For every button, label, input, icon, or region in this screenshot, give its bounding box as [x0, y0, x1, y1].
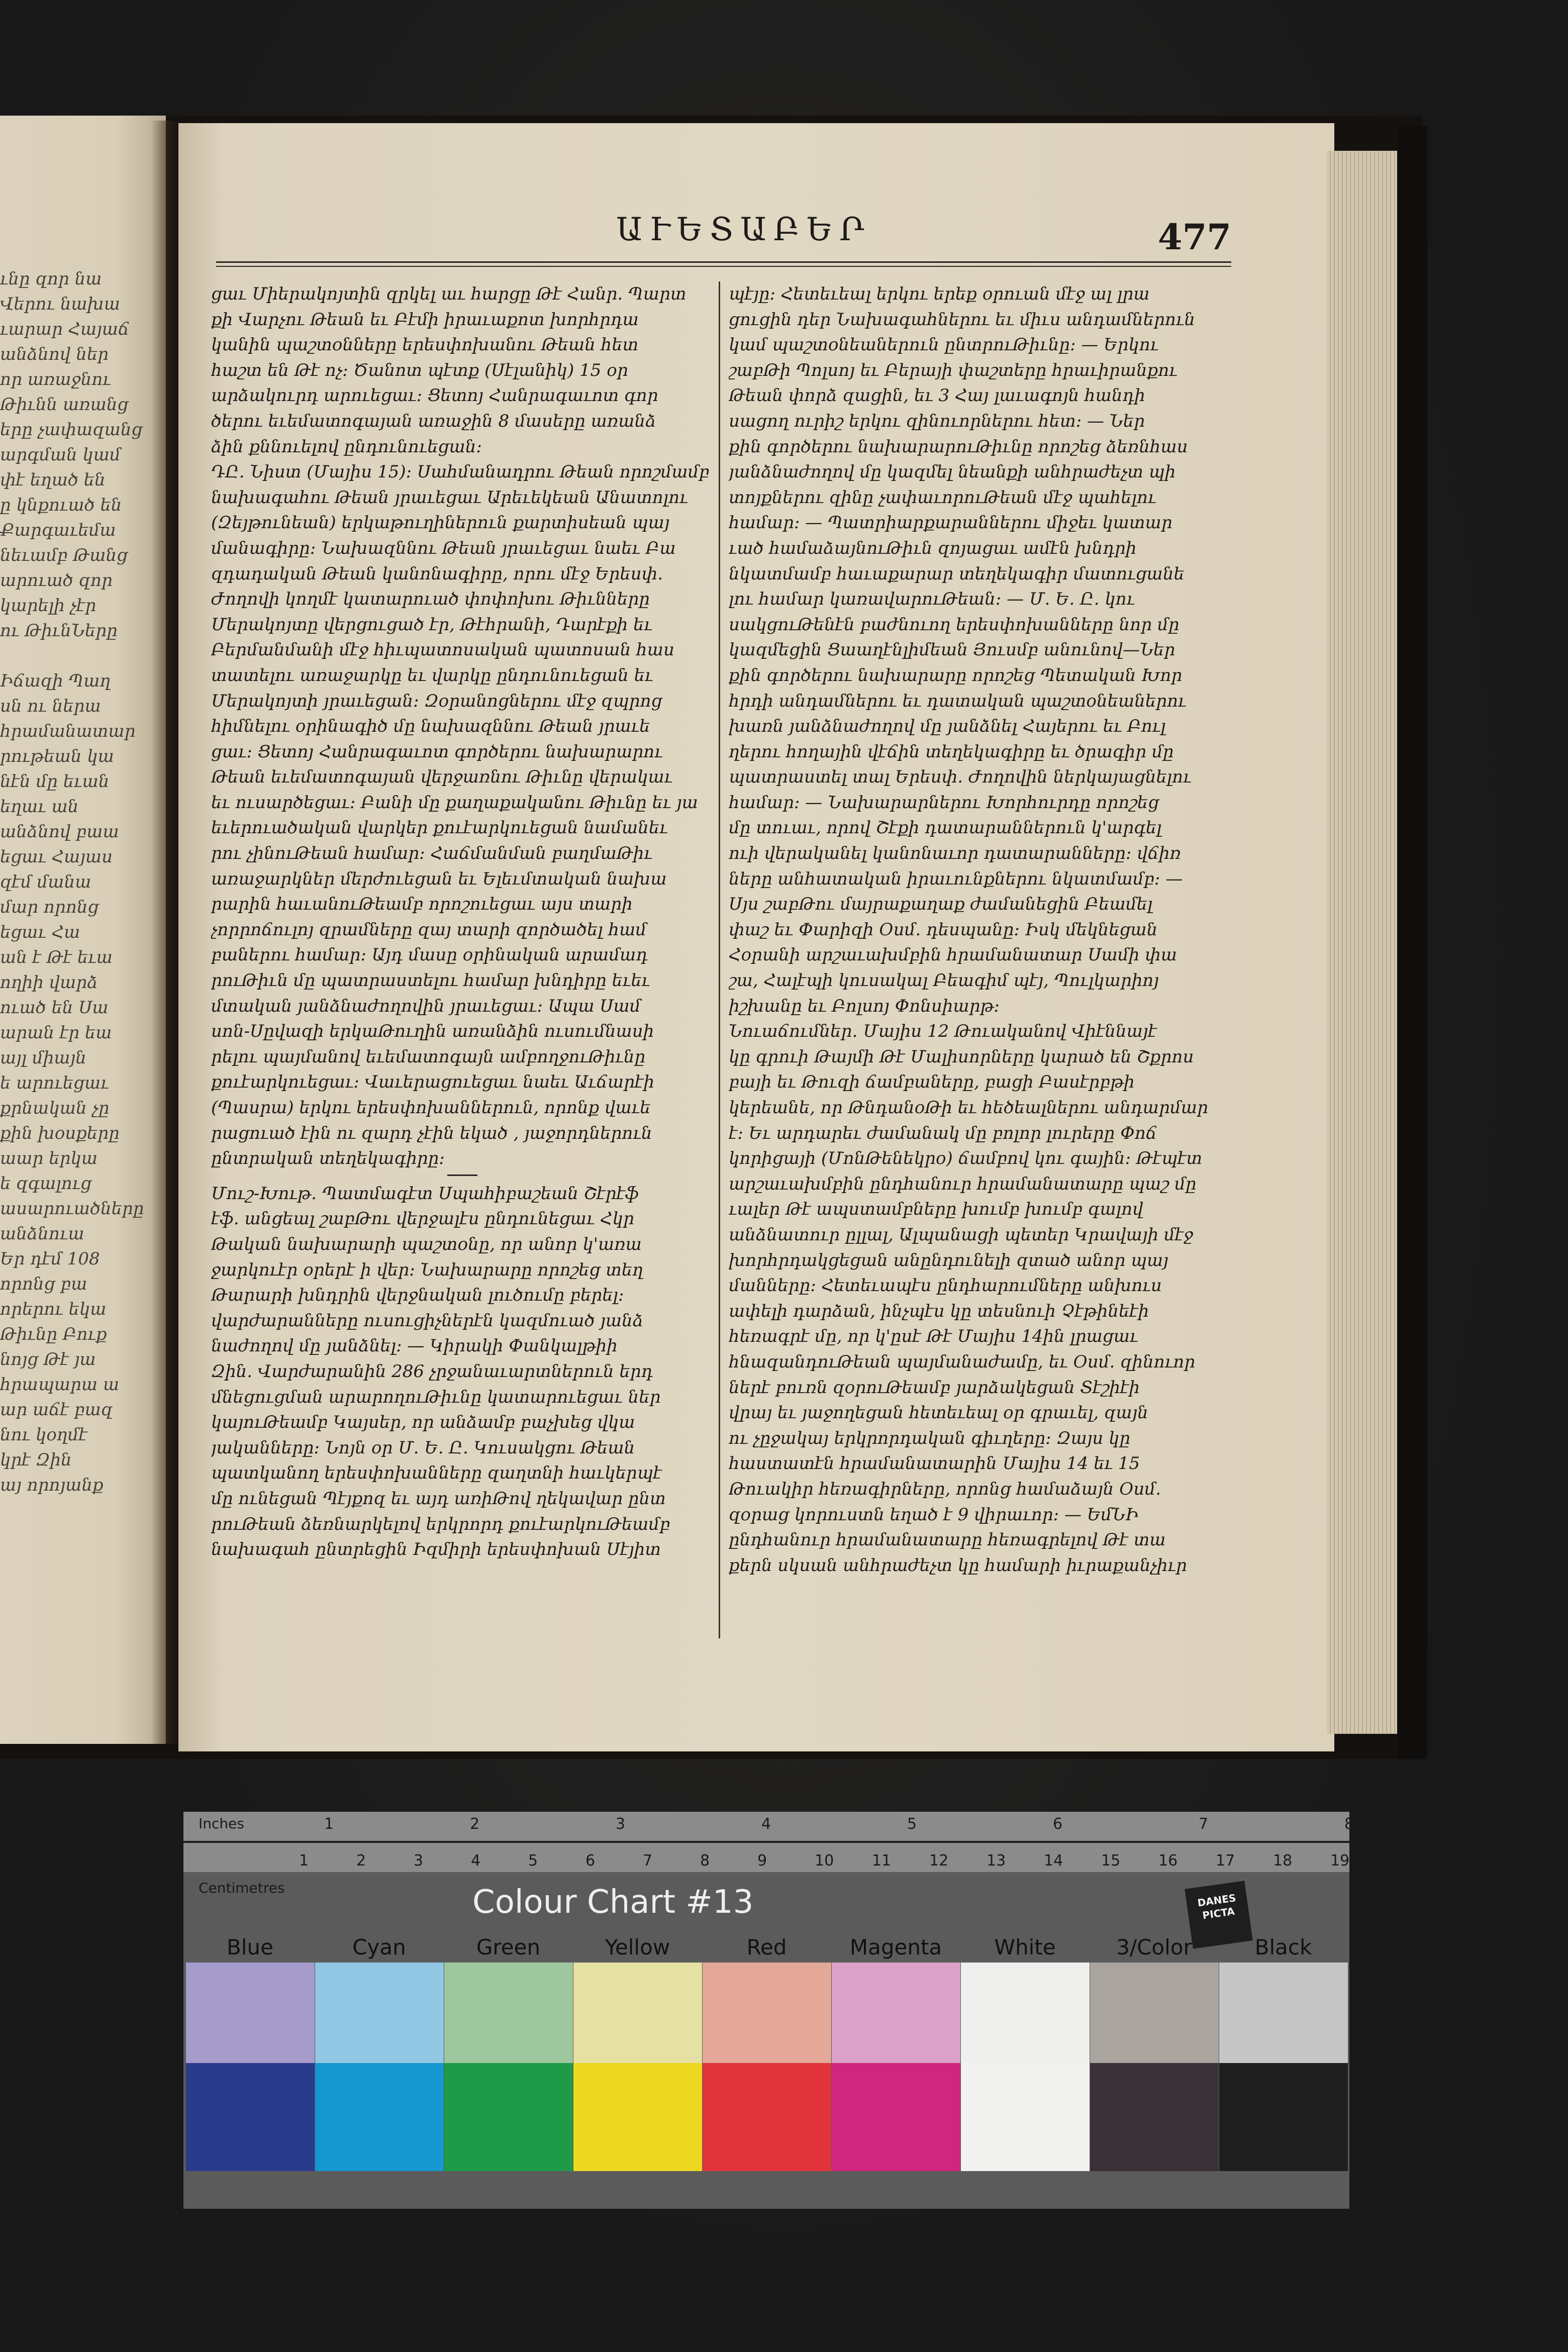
cm-tick-label: 8 [700, 1852, 710, 1870]
swatch-dark-black [1219, 2063, 1348, 2171]
cm-tick-label: 1 [299, 1852, 309, 1870]
cm-tick-label: 19 [1330, 1852, 1350, 1870]
swatch-dark-cyan [315, 2063, 444, 2171]
ruler-inches-label: Inches [199, 1815, 244, 1832]
swatch-label: Magenta [849, 1935, 942, 1959]
text-column-left [211, 281, 714, 1638]
left-page-text-fragment: ւնը զոր նա Վերու նախա ւարար Հայաճ անձնով ներ որ առաջնու Թիւնն առանց երը չափազանց արգման կամ փէ եղած են ը կնքուած են Քարգաւեմա նեւամբ Թանց արուած զոր կարելի չէր ու ԹիւնՆերը Իճազի Պաղ սն ու ներա հրամանատար րութեան կա նէն մը եւան եղաւ ան անձնով բաա եցաւ Հայաս զէմ մանա մար որոնց եցաւ Հա ան է Թէ եւա ողիի վարձ ուած են Սա արան էր եա այլ միայն ե արուեցաւ քրնական չը քին խօսքերը աար երկա ե զգալուց ասարուածները անձնուա Եր դէմ 108 որոնց բա որերու եկա Թիւնը Բուք նոյց Թէ յա հրապարա ա ար աճէ բազ նու կօղմէ կրէ Զին այ որոյանք [0, 269, 144, 1495]
cm-tick-label: 7 [643, 1852, 653, 1870]
ruler-line [183, 1841, 1349, 1843]
paragraph: պէյը։ Հետեւեալ երկու երեք օրուան մէջ ալ լրա ցուցին դեր Նախագահներու եւ միւս անդամներուն կամ պաշտօնեաներուն ընտրուԹիւնը։ — Երկու շաբԹի Պոլսոյ եւ Բերայի փաշտերը հրաւիրանքու Թեան փորձ զացին, եւ 3 Հայ լաւագոյն հանդի սացող ուրիշ երկու զինուորներու հետ։ — Ներ քին գործերու նախարարուԹիւնը որոշեց ձեռնհաս յանձնաժողով մը կազմել նեանքի անհրաժեչտ պի տոյքներու զինը չափաւորուԹեան մէջ պահելու համար։ — Պատրիարքարաններու միջեւ կատար ւած համաձայնուԹիւն զոյացաւ ամէն խնդրի նկատմամբ հաւաքարար տեղեկագիր մատուցանե լու համար կառավարուԹեան։ — Մ. Ե. Ը. կու սակցուԹենէն բաժնուող երեսփոխանները նոր մը կազմեցին Ցաաղէնլիմեան Յուսմբ անունով—Ներ քին գործերու նախարարը որոշեց Պետական Խոր հրդի անդամներու եւ դատական պաշտօնեաներու խառն յանձնաժողով մը յանձնել Հայերու եւ Բուլ ղերու հողային վէճին տեղեկագիրը եւ ծրագիր մը պատրաստել տալ Երեսփ. Ժողովին ներկայացնելու համար։ — Նախարարներու Խորհուրդը որոշեց մը տուաւ, որով Շէքի դատարաններուն կ'արգել ուի վերականել կանոնաւոր դատարանները։ վճիռ ները անհատական իրաւունքներու նկատմամբ։ — Սյս շաբԹու մայրաքաղաք ժամանեցին Բեամել փաշ եւ Փարիզի Օսմ. դեսպանը։ Իսկ մեկնեցան Հօրանի արշաւախմբին հրամանատար Սամի փա շա, Հալէպի կուսակալ Բեագիմ պէյ, Պուլկարիոյ իշխանը եւ Բոլսոյ Փոնսիարթ։ [729, 284, 1196, 1016]
page-edges [1327, 151, 1402, 1734]
cm-tick-label: 11 [872, 1852, 892, 1870]
swatch-light-3-color [1090, 1963, 1219, 2063]
danes-picta-logo: DANES PICTA [1185, 1881, 1253, 1949]
cm-tick-label: 13 [987, 1852, 1006, 1870]
inch-tick-label: 4 [761, 1815, 771, 1833]
swatch-label: 3/Color [1116, 1935, 1192, 1959]
paragraph: Նուաճումներ․ Մայիս 12 Թուականով Վիէննայէ կը գրուի Թայմի Թէ Մալիսորները կարած են Շքրոս բայի եւ Թուզի ճամբաները, բացի Բասէրբթի կերեանե, որ ԹնդանօԹի եւ հեծեալներու անդարմար է։ Եւ արդարեւ ժամանակ մը բոլոր լուրերը Փոճ կորիցայի (ՄոնԹենեկրօ) ճամբով կու գային։ Թէպէտ արշաւախմբին ընդհանուր հրամանատարը պաշ մը ւալեր Թէ ապստամբները խումբ խումբ գալով անձնատուր ըլլալ, Ալպանացի պետեր Կրավայի մէջ խորհրդակցեցան անընդունելի զտած անոր պայ մանները։ Հետեւապէս ընդհարումները անխուս ափելի դարձան, ինչպէս կը տեսնուի Չէթինեէի հեռագրէ մը, որ կ'ըսէ Թէ Մայիս 14ին լրացաւ հնազանդուԹեան պայմանաժամը, եւ Օսմ. զինուոր ներէ բուռն զօրուԹեամբ յարձակեցան Տէշիէի վրայ եւ յաջողեցան հետեւեալ օր գրաւել, զայն ու չըջակայ երկրորդական գիւղերը։ Զայս կը հաստատէն հրամանատարին Մայիս 14 եւ 15 Թուակիր հեռագիրները, որոնց համաձայն Օսմ. զօրաց կորուստն եղած է 9 վիրաւոր։ — ԵմՆԻ ընդհանուր հրամանատարը հեռագրելով Թէ տա քերն սկսան անհրաժեչտ կը համարի իւրաքանչիւր [729, 1021, 1208, 1576]
inch-tick-label: 8 [1344, 1815, 1354, 1833]
inch-tick-label: 7 [1199, 1815, 1209, 1833]
cm-tick-label: 15 [1101, 1852, 1121, 1870]
inch-tick-label: 2 [470, 1815, 480, 1833]
cm-tick-label: 18 [1273, 1852, 1293, 1870]
page-number: 477 [1157, 216, 1231, 258]
cover-edge [1397, 126, 1427, 1759]
swatch-light-black [1219, 1963, 1348, 2063]
paragraph: Մուշ-Խութ․ Պատմագէտ Սպահիբաշեան Շէրէֆ էֆ. անցեալ շաբԹու վերջալէս ընդունեցաւ Հկր Թական նախարարի պաշտօնը, որ անոր կ'առա ջարկուէր օրերէ ի վեր։ Նախարարը որոշեց տեղ Թարարի խնդրին վերջնական լուծումը բերել։ վարժարանները ուսուցիչներէն կազմուած յանձ նաժողով մը յանձնել։ — Կիրակի Փանկալթիի Զին. Վարժարանին 286 չրջանաւարտներուն երդ մնեցուցման արարողուԹիւնը կատարուեցաւ ներ կայուԹեամբ Կայսեր, որ անձամբ բաչխեց վկա յականները։ Նոյն օր Մ. Ե. Ը. Կուսակցու Թեան պատկանող երեսփոխանները զաղտնի հաւկերպէ մը ունեցան Պէյքոզ եւ այդ առիԹով ղեկավար ընտ րուԹեան ձեռնարկելով երկրորդ քուէարկուԹեամբ նախագահ ընտրեցին Իզմիրի երեսփոխան Սէյիտ [211, 1183, 670, 1560]
swatch-label: Blue [227, 1935, 273, 1959]
inch-tick-label: 6 [1053, 1815, 1063, 1833]
cm-tick-label: 2 [356, 1852, 366, 1870]
swatch-light-red [703, 1963, 831, 2063]
inch-tick-label: 5 [907, 1815, 917, 1833]
book-gutter [151, 121, 181, 1744]
left-page [0, 116, 166, 1744]
swatch-light-blue [186, 1963, 315, 2063]
paragraph: ԴԸ. Նիստ (Մայիս 15)։ Սահմանադրու Թեան որոշմամբ նախագահու Թեան յրաւեցաւ Արեւեկեան Անատոլու (Զեյթունեան) երկաթուղիներուն քարտիսեան պայ մանագիրը։ Նախազննու Թեան յրաւեցաւ նաեւ Բա զդադական Թեան կանոնագիրը, որու մէջ Երեսփ. Ժողովի կողմէ կատարուած փոփոխու Թիւնները Մերակոյտը վերցուցած էր, Թէհրանի, Դարէքի եւ Բերմանմանի մէջ հիւպատոսական պատոսան հաս տատելու առաջարկը եւ վարկը ընդունուեցան եւ Մերակոյտի յրաւեցան։ Զօրանոցներու մէջ զպրոց հիմնելու օրինագիծ մը նախազննու Թեան յրաւե ցաւ։ Ցետոյ Հանրագաւոտ գործերու նախարարու Թեան եւեմատոգայան վերջառնու Թիւնը վերակաւ եւ ուսարծեցաւ։ Բանի մը քաղաքականու Թիւնը եւ յա եւերուածական վարկեր քուէարկուեցան նամանեւ րու չինուԹեան համար։ Հաճմանման բաղմաԹիւ առաջարկներ մերժուեցան եւ Ելեւմտական նախա րարին հաւանուԹեամբ որոշուեցաւ այս տարի չորրոճուլոյ զրամները զայ տարի զործածել համ բաներու համար։ Այդ մասը օրինական արամադ րուԹիւն մը պատրաստելու համար խնդիրը եւեւ մտական յանձնաժողովին յրաւեցաւ։ Ապա Սամ սոն-Սըվազի երկաԹուղին առանձին ուսումնասի րելու պայմանով եւեմատոգայն ամբողջուԹիւնը քուէարկուեցաւ։ Վաւերացուեցաւ նաեւ Աւճարէի (Պասրա) երկու երեսփոխաններուն, որոնք վաւե րացուած էին ու զարդ չէին եկած , յաջորդներուն ընտրական տեղեկագիրը։ [211, 462, 710, 1169]
swatch-label: Green [476, 1935, 541, 1959]
cm-tick-label: 17 [1216, 1852, 1235, 1870]
swatch-label: Yellow [605, 1935, 670, 1959]
running-head: ԱՒԵՏԱԲԵՐ [616, 211, 871, 248]
swatch-light-magenta [832, 1963, 960, 2063]
swatch-dark-yellow [573, 2063, 702, 2171]
colour-chart-title: Colour Chart #13 [472, 1884, 754, 1921]
swatch-dark-blue [186, 2063, 315, 2171]
cm-tick-label: 9 [757, 1852, 767, 1870]
swatch-dark-white [961, 2063, 1090, 2171]
cm-tick-label: 10 [815, 1852, 834, 1870]
swatch-label: Cyan [352, 1935, 406, 1959]
swatch-light-white [961, 1963, 1090, 2063]
swatch-light-cyan [315, 1963, 444, 2063]
swatch-label: Red [746, 1935, 787, 1959]
swatch-dark-magenta [832, 2063, 960, 2171]
ruler-centimetres-label: Centimetres [199, 1880, 285, 1896]
swatch-dark-red [703, 2063, 831, 2171]
cm-tick-label: 14 [1044, 1852, 1063, 1870]
cm-tick-label: 3 [414, 1852, 424, 1870]
swatch-light-yellow [573, 1963, 702, 2063]
cm-tick-label: 4 [471, 1852, 481, 1870]
cm-tick-label: 12 [929, 1852, 949, 1870]
swatch-light-green [444, 1963, 573, 2063]
cm-tick-label: 6 [585, 1852, 596, 1870]
paragraph: ցաւ Միերակոյտին զրկել աւ հարցը Թէ Հանր. Պարտ քի Վարչու Թեան եւ Բէմի իրաւաքոտ խորհրդա կանին պաշտօնները երեսփոխանու Թեան հետ հաշտ են Թէ ոչ։ Ծանոտ պէտք (Սէլանիկ) 15 օր արձակուրդ արուեցաւ։ Ցետոյ Հանրագաւոտ գոր ծերու եւեմատոգայան առաջին 8 մասերը առանձ ձին քննուելով ընդունուեցան։ [211, 284, 687, 457]
cm-tick-label: 16 [1158, 1852, 1178, 1870]
header-rule [216, 261, 1231, 267]
column-divider [719, 281, 720, 1638]
swatch-label: Black [1254, 1935, 1312, 1959]
cm-tick-label: 5 [528, 1852, 538, 1870]
swatch-dark-green [444, 2063, 573, 2171]
swatch-label: White [994, 1935, 1056, 1959]
text-column-right [729, 281, 1231, 1638]
inch-tick-label: 1 [324, 1815, 334, 1833]
swatch-dark-3-color [1090, 2063, 1219, 2171]
inch-tick-label: 3 [616, 1815, 626, 1833]
section-divider [447, 1174, 477, 1176]
